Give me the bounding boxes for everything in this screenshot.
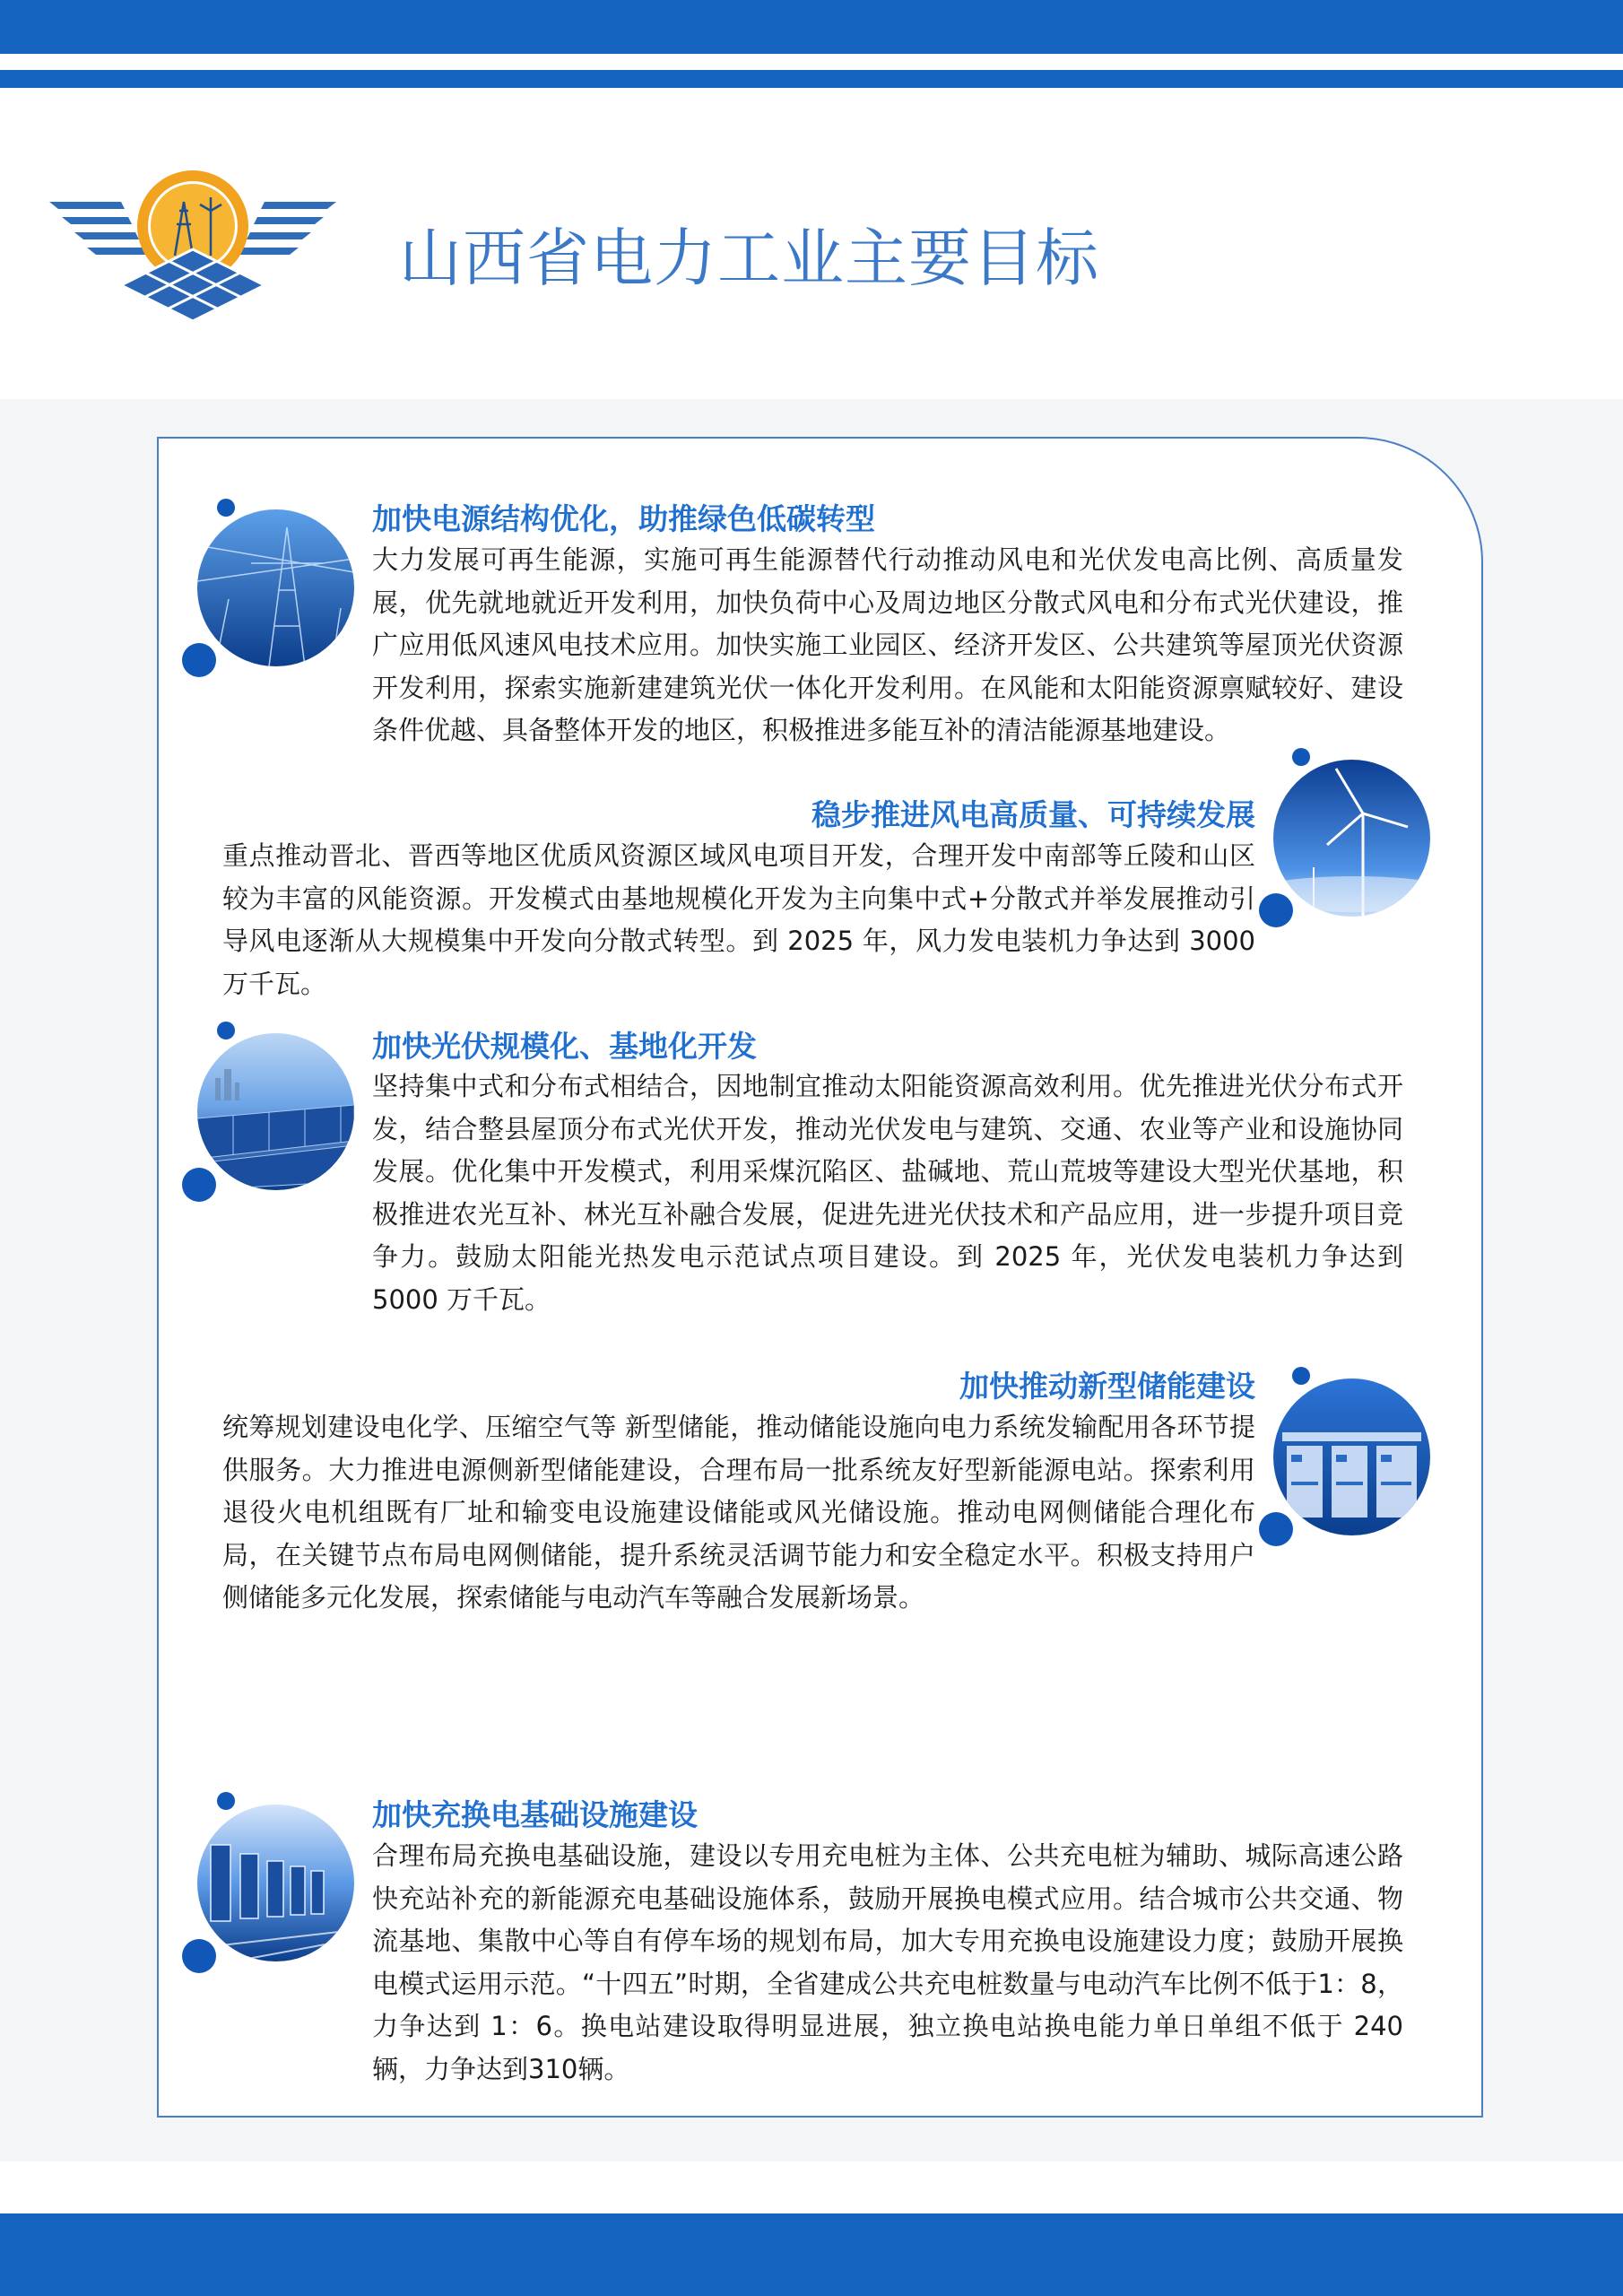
section-title-wind-power: 稳步推进风电高质量、可持续发展 (812, 797, 1255, 832)
bottom-blue-band (0, 2213, 1623, 2296)
section-body-wind-power: 重点推动晋北、晋西等地区优质风资源区域风电项目开发，合理开发中南部等丘陵和山区较为丰富的风能资源。开发模式由基地规模化开发为主向集中式+分散式并举发展推动引导风电逐渐从大规模集中开发向分散式转型。到 2025 年，风力发电装机力争达到 3000 万千瓦。 (222, 840, 1255, 999)
decorative-dot (217, 1792, 235, 1810)
section-title-energy-storage: 加快推动新型储能建设 (959, 1369, 1255, 1404)
decorative-dot (1292, 748, 1310, 766)
decorative-dot (1292, 1367, 1310, 1385)
page-title: 山西省电力工业主要目标 (399, 222, 1099, 295)
section-title-power-structure: 加快电源结构优化，助推绿色低碳转型 (372, 501, 875, 536)
section-body-solar-pv: 坚持集中式和分布式相结合，因地制宜推动太阳能资源高效利用。优先推进光伏分布式开发，结合整县屋顶分布式光伏开发，推动光伏发电与建筑、交通、农业等产业和设施协同发展。优化集中开发模式，利用采煤沉陷区、盐碱地、荒山荒坡等建设大型光伏基地，积极推进农光互补、林光互补融合发展，促进先进光伏技术和产品应用，进一步提升项目竞争力。鼓励太阳能光热发电示范试点项目建设。到 2025 年，光伏发电装机力争达到 5000 万千瓦。 (372, 1071, 1403, 1315)
section-body-power-structure: 大力发展可再生能源，实施可再生能源替代行动推动风电和光伏发电高比例、高质量发展，优先就地就近开发利用，加快负荷中心及周边地区分散式风电和分布式光伏建设，推广应用低风速风电技术应用。加快实施工业园区、经济开发区、公共建筑等屋顶光伏资源开发利用，探索实施新建建筑光伏一体化开发利用。在风能和太阳能资源禀赋较好、建设条件优越、具备整体开发的地区，积极推进多能互补的清洁能源基地建设。 (372, 544, 1403, 745)
decorative-dot (1259, 1512, 1293, 1546)
section-title-ev-charging: 加快充换电基础设施建设 (372, 1797, 698, 1832)
energy-storage-image (1273, 1378, 1430, 1535)
decorative-dot (217, 1022, 235, 1039)
decorative-dot (217, 499, 235, 517)
section-body-energy-storage: 统筹规划建设电化学、压缩空气等 新型储能，推动储能设施向电力系统发输配用各环节提供服务。大力推进电源侧新型储能建设，合理布局一批系统友好型新能源电站。探索利用退役火电机组既有厂址和输变电设施建设储能或风光储设施。推动电网侧储能合理化布局，在关键节点布局电网侧储能，提升系统灵活调节能力和安全稳定水平。积极支持用户侧储能多元化发展，探索储能与电动汽车等融合发展新场景。 (222, 1412, 1255, 1613)
section-title-solar-pv: 加快光伏规模化、基地化开发 (372, 1029, 757, 1064)
decorative-dot (182, 1168, 216, 1202)
decorative-dot (182, 1939, 216, 1973)
power-tower-image (197, 509, 354, 666)
decorative-dot (182, 643, 216, 677)
wind-turbine-image (1273, 760, 1430, 917)
decorative-dot (1259, 893, 1293, 927)
top-blue-band (0, 0, 1623, 54)
solar-power-wings-logo (49, 170, 336, 323)
solar-panel-image (197, 1033, 354, 1190)
ev-charging-image (197, 1805, 354, 1961)
section-body-ev-charging: 合理布局充换电基础设施，建设以专用充电桩为主体、公共充电桩为辅助、城际高速公路快充站补充的新能源充电基础设施体系，鼓励开展换电模式应用。结合城市公共交通、物流基地、集散中心等自有停车场的规划布局，加大专用充换电设施建设力度；鼓励开展换电模式运用示范。“十四五”时期，全省建成公共充电桩数量与电动汽车比例不低于1：8，力争达到 1：6。换电站建设取得明显进展，独立换电站换电能力单日单组不低于 240 辆，力争达到310辆。 (372, 1840, 1403, 2084)
top-blue-stripe (0, 70, 1623, 88)
